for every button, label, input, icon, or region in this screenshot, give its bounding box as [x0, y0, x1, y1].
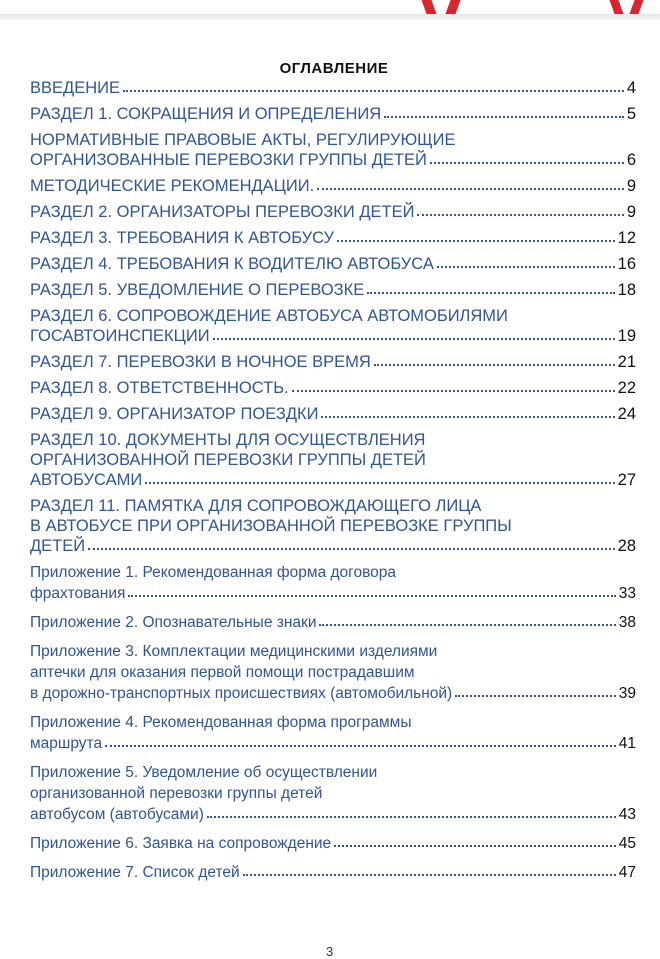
toc-page-number: 9 [626, 203, 636, 221]
toc-entry[interactable] [30, 202, 636, 222]
toc-entry-text: Приложение 2. Опознавательные знаки [30, 614, 317, 631]
toc-page-number: 6 [626, 151, 636, 169]
toc-page-number: 16 [617, 255, 636, 273]
toc-entry[interactable] [30, 378, 636, 398]
toc-page-number: 39 [618, 685, 636, 702]
toc-entry-text: НОРМАТИВНЫЕ ПРАВОВЫЕ АКТЫ, РЕГУЛИРУЮЩИЕ [30, 131, 456, 149]
toc-entry-text: ОРГАНИЗОВАННОЙ ПЕРЕВОЗКИ ГРУППЫ ДЕТЕЙ [30, 451, 426, 469]
logo-stripe [421, 0, 436, 14]
dot-leader [455, 691, 616, 697]
toc-title: ОГЛАВЛЕНИЕ [279, 60, 389, 77]
toc-entry[interactable] [30, 228, 636, 248]
dot-leader [334, 841, 616, 847]
toc-entry[interactable] [30, 641, 636, 704]
toc-page-number: 9 [626, 177, 636, 195]
toc-entry[interactable] [30, 762, 636, 825]
table-of-contents [30, 78, 636, 891]
toc-entry-text: РАЗДЕЛ 11. ПАМЯТКА ДЛЯ СОПРОВОЖДАЮЩЕГО ЛИЦА [30, 497, 482, 515]
toc-entry[interactable] [30, 562, 636, 604]
toc-entry-text: Приложение 3. Комплектации медицинскими изделиями [30, 643, 438, 660]
toc-entry[interactable] [30, 712, 636, 754]
toc-entry-text: В АВТОБУСЕ ПРИ ОРГАНИЗОВАННОЙ ПЕРЕВОЗКЕ ГРУППЫ [30, 517, 512, 535]
toc-page-number: 33 [618, 585, 636, 602]
toc-entry[interactable] [30, 306, 636, 346]
toc-entry-text: РАЗДЕЛ 7. ПЕРЕВОЗКИ В НОЧНОЕ ВРЕМЯ [30, 353, 371, 371]
toc-entry-text: РАЗДЕЛ 9. ОРГАНИЗАТОР ПОЕЗДКИ [30, 405, 319, 423]
toc-page-number: 28 [617, 537, 636, 555]
toc-page-number: 22 [617, 379, 636, 397]
toc-page-number: 41 [618, 735, 636, 752]
toc-entry[interactable] [30, 352, 636, 372]
toc-entry[interactable] [30, 280, 636, 300]
toc-entry[interactable] [30, 862, 636, 883]
toc-entry-text: РАЗДЕЛ 4. ТРЕБОВАНИЯ К ВОДИТЕЛЮ АВТОБУСА [30, 255, 434, 273]
toc-entry-text: ВВЕДЕНИЕ [30, 79, 120, 97]
top-border-strip [0, 14, 660, 20]
toc-entry-text: ГОСАВТОИНСПЕКЦИИ [30, 327, 210, 345]
toc-entry-text: РАЗДЕЛ 6. СОПРОВОЖДЕНИЕ АВТОБУСА АВТОМОБИЛЯМИ [30, 307, 508, 325]
dot-leader [374, 360, 615, 366]
toc-entry[interactable] [30, 104, 636, 124]
toc-entry-text: фрахтования [30, 585, 126, 602]
toc-entry[interactable] [30, 404, 636, 424]
dot-leader [319, 620, 615, 626]
toc-page-number: 21 [617, 353, 636, 371]
toc-page-number: 12 [617, 229, 636, 247]
dot-leader [88, 544, 615, 550]
toc-page-number: 19 [617, 327, 636, 345]
toc-entry-text: ОРГАНИЗОВАННЫЕ ПЕРЕВОЗКИ ГРУППЫ ДЕТЕЙ [30, 151, 427, 169]
toc-page-number: 18 [617, 281, 636, 299]
toc-entry-text: РАЗДЕЛ 10. ДОКУМЕНТЫ ДЛЯ ОСУЩЕСТВЛЕНИЯ [30, 431, 426, 449]
toc-entry-text: организованной перевозки группы детей [30, 785, 323, 802]
toc-entry-text: РАЗДЕЛ 8. ОТВЕТСТВЕННОСТЬ. [30, 379, 289, 397]
toc-entry-text: аптечки для оказания первой помощи пострадавшим [30, 664, 415, 681]
toc-entry[interactable] [30, 612, 636, 633]
toc-entry[interactable] [30, 130, 636, 170]
toc-entry[interactable] [30, 496, 636, 556]
toc-entry-text: в дорожно-транспортных происшествиях (автомобильной) [30, 685, 453, 702]
toc-entry-text: Приложение 4. Рекомендованная форма программы [30, 714, 412, 731]
dot-leader [145, 478, 614, 484]
dot-leader [207, 812, 616, 818]
toc-entry[interactable] [30, 254, 636, 274]
dot-leader [292, 386, 615, 392]
toc-page-number: 45 [618, 835, 636, 852]
toc-entry-text: автобусом (автобусами) [30, 806, 204, 823]
dot-leader [105, 741, 616, 747]
toc-entry[interactable] [30, 430, 636, 490]
toc-entry[interactable] [30, 176, 636, 196]
toc-entry-text: Приложение 7. Список детей [30, 864, 240, 881]
toc-page-number: 38 [618, 614, 636, 631]
logo-stripe [629, 0, 643, 14]
toc-page-number: 43 [618, 806, 636, 823]
dot-leader [337, 236, 615, 242]
toc-entry-text: РАЗДЕЛ 3. ТРЕБОВАНИЯ К АВТОБУСУ [30, 229, 334, 247]
dot-leader [317, 184, 624, 190]
toc-entry[interactable] [30, 78, 636, 98]
dot-leader [321, 412, 614, 418]
dot-leader [367, 288, 614, 294]
toc-entry-text: РАЗДЕЛ 5. УВЕДОМЛЕНИЕ О ПЕРЕВОЗКЕ [30, 281, 365, 299]
dot-leader [213, 334, 615, 340]
dot-leader [417, 210, 623, 216]
toc-entry-text: Приложение 5. Уведомление об осуществлении [30, 764, 378, 781]
toc-entry-text: ДЕТЕЙ [30, 537, 86, 555]
dot-leader [437, 262, 615, 268]
toc-page-number: 24 [617, 405, 636, 423]
toc-entry-text: маршрута [30, 735, 103, 752]
toc-entry[interactable] [30, 833, 636, 854]
dot-leader [128, 591, 615, 597]
toc-page-number: 27 [617, 471, 636, 489]
logo-stripe [445, 0, 460, 14]
toc-entry-text: РАЗДЕЛ 2. ОРГАНИЗАТОРЫ ПЕРЕВОЗКИ ДЕТЕЙ [30, 203, 415, 221]
toc-entry-text: РАЗДЕЛ 1. СОКРАЩЕНИЯ И ОПРЕДЕЛЕНИЯ [30, 105, 382, 123]
logo-stripe [609, 0, 623, 14]
toc-entry-text: Приложение 1. Рекомендованная форма договора [30, 564, 397, 581]
dot-leader [384, 112, 624, 118]
toc-page-number: 47 [618, 864, 636, 881]
page-number: 3 [326, 944, 334, 959]
toc-entry-text: Приложение 6. Заявка на сопровождение [30, 835, 332, 852]
dot-leader [430, 158, 624, 164]
dot-leader [123, 86, 624, 92]
toc-page-number: 5 [626, 105, 636, 123]
toc-page-number: 4 [626, 79, 636, 97]
dot-leader [243, 870, 616, 876]
toc-entry-text: АВТОБУСАМИ [30, 471, 143, 489]
toc-entry-text: МЕТОДИЧЕСКИЕ РЕКОМЕНДАЦИИ. [30, 177, 315, 195]
